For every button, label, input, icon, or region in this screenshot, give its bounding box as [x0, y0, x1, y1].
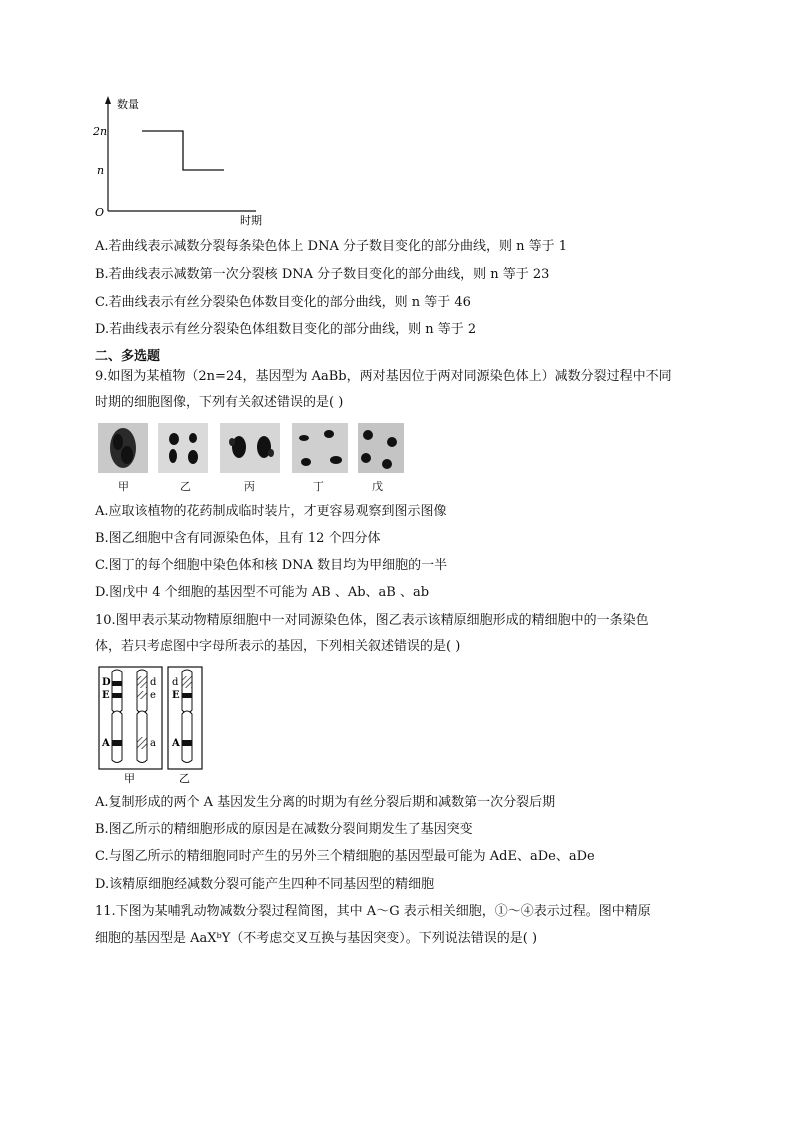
tick-2n: 2n — [93, 125, 108, 138]
q11-stem-line2: 细胞的基因型是 AaXᵇY（不考虑交叉互换与基因突变）。下列说法错误的是( ) — [95, 931, 538, 946]
gene-label-E: E — [102, 690, 110, 701]
q9-cell-images — [96, 420, 406, 478]
q9-stem-line2: 时期的细胞图像，下列有关叙述错误的是( ) — [95, 395, 344, 410]
cell-jia-image — [98, 423, 148, 473]
q11-stem-line1: 11.下图为某哺乳动物减数分裂过程简图，其中 A～G 表示相关细胞，①～④表示过程。图中精原 — [95, 904, 651, 919]
q10-stem-line1: 10.图甲表示某动物精原细胞中一对同源染色体，图乙表示该精原细胞形成的精细胞中的一条染色 — [95, 613, 649, 628]
cell-wu-image — [358, 423, 404, 473]
origin-label: O — [95, 206, 105, 219]
q8-option-b: B.若曲线表示减数第一次分裂核 DNA 分子数目变化的部分曲线，则 n 等于 23 — [95, 267, 550, 282]
cell-bing-image — [220, 423, 280, 473]
q8-option-d: D.若曲线表示有丝分裂染色体组数目变化的部分曲线，则 n 等于 2 — [95, 322, 477, 337]
gene-label-yi-E: E — [172, 690, 180, 701]
gene-label-a: a — [150, 738, 156, 749]
gene-label-D: D — [102, 677, 111, 688]
tick-n: n — [97, 164, 105, 177]
curve — [142, 131, 224, 170]
cell-label-ding: 丁 — [313, 480, 324, 493]
q8-option-a: A.若曲线表示减数分裂每条染色体上 DNA 分子数目变化的部分曲线，则 n 等于 1 — [95, 239, 568, 254]
q9-option-d: D.图戊中 4 个细胞的基因型不可能为 AB 、Ab、aB 、ab — [95, 585, 430, 600]
gene-label-e: e — [150, 690, 156, 701]
panel-label-yi: 乙 — [179, 772, 190, 785]
q9-option-b: B.图乙细胞中含有同源染色体，且有 12 个四分体 — [95, 531, 381, 546]
panel-label-jia: 甲 — [124, 772, 135, 785]
quantity-time-graph — [88, 92, 278, 230]
q10-option-a: A.复制形成的两个 A 基因发生分离的时期为有丝分裂后期和减数第一次分裂后期 — [95, 795, 556, 810]
cell-yi-image — [158, 423, 208, 473]
x-axis-label: 时期 — [240, 214, 262, 227]
gene-label-A: A — [102, 738, 110, 749]
chromosome-jia-right — [137, 670, 147, 763]
cell-label-bing: 丙 — [244, 480, 255, 493]
gene-label-yi-d: d — [172, 677, 179, 688]
q10-stem-line2: 体，若只考虑图中字母所表示的基因，下列相关叙述错误的是( ) — [95, 639, 461, 654]
cell-label-wu: 戊 — [372, 480, 383, 493]
chromosome-yi — [182, 670, 192, 763]
cell-ding-image — [292, 423, 348, 473]
section-heading: 二、多选题 — [95, 349, 161, 364]
cell-label-yi: 乙 — [180, 480, 191, 493]
gene-label-yi-A: A — [172, 738, 180, 749]
q9-stem-line1: 9.如图为某植物（2n=24，基因型为 AaBb，两对基因位于两对同源染色体上）减数分裂过程中不同 — [95, 369, 672, 384]
q10-option-c: C.与图乙所示的精细胞同时产生的另外三个精细胞的基因型最可能为 AdE、aDe、aDe — [95, 849, 595, 864]
y-axis-label: 数量 — [117, 98, 139, 111]
q8-option-c: C.若曲线表示有丝分裂染色体数目变化的部分曲线，则 n 等于 46 — [95, 295, 471, 310]
y-axis-arrow — [105, 96, 111, 104]
q10-option-b: B.图乙所示的精细胞形成的原因是在减数分裂间期发生了基因突变 — [95, 822, 473, 837]
q9-option-a: A.应取该植物的花药制成临时装片，才更容易观察到图示图像 — [95, 504, 447, 519]
cell-label-jia: 甲 — [118, 480, 129, 493]
q9-option-c: C.图丁的每个细胞中染色体和核 DNA 数目均为甲细胞的一半 — [95, 558, 448, 573]
chromosome-jia-left — [112, 670, 122, 763]
q10-chromosome-diagram — [96, 664, 208, 786]
gene-label-d: d — [150, 677, 157, 688]
q10-option-d: D.该精原细胞经减数分裂可能产生四种不同基因型的精细胞 — [95, 877, 435, 892]
